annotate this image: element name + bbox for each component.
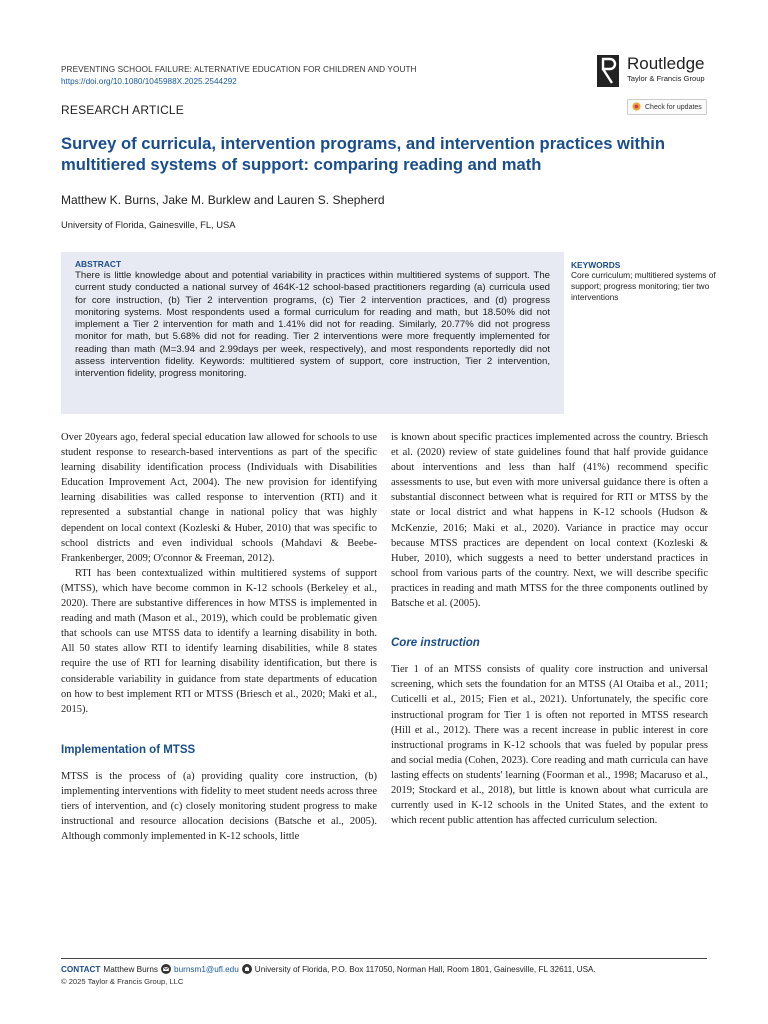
publisher-name: Routledge — [627, 54, 705, 73]
address-icon — [242, 964, 252, 974]
copyright: © 2025 Taylor & Francis Group, LLC — [61, 977, 184, 986]
contact-label: CONTACT — [61, 964, 101, 974]
article-type: RESEARCH ARTICLE — [61, 103, 185, 117]
article-title: Survey of curricula, intervention programs, and intervention practices within multitiered systems of support: comparing reading and math — [61, 134, 665, 174]
paragraph: Over 20years ago, federal special education law allowed for schools to use student response to research-based interventions as part of the specific learning disability identification process (Individuals with Disabilities Education Improvement Act, 2004). The new provision for identifying learning disabilities was called response to intervention (RTI) and it represented a substantial change in national policy that was highly dependent on local context (Kozleski & Huber, 2010) that was specific to school districts and even individual schools (Mahdavi & Beebe-Frankenberger, 2009; O'connor & Freeman, 2012). — [61, 432, 377, 564]
keywords-heading: KEYWORDS — [571, 260, 621, 270]
paragraph: Tier 1 of an MTSS consists of quality core instruction and universal screening, which sets the foundation for an MTSS (Al Otaiba et al., 2011; Cuticelli et al., 2015; Fien et al., 2021). Unfortunately, the specific core instructional program for Tier 1 is often not reported in MTSS research (Hill et al., 2012). There was a recent increase in public interest in core instructional programs in K-12 schools that was fueled by popular press and social media (Cohen, 2023). Core reading and math curricula can have lasting effects on students' learning (Foorman et al., 1998; Macaruso et al., 2019; Stockard et al., 2018), but little is known about what curricula are currently used in K-12 schools in the United States, and the extent to which recent public attention has affected curriculum selection. — [391, 664, 708, 827]
abstract-heading: ABSTRACT — [75, 259, 122, 269]
paragraph: is known about specific practices implemented across the country. Briesch et al. (2020) review of state guidelines found that half provide guidance about interventions and less than half (41%) recommend specific assessments to use, but even with more universal guidance there is often a substantial disconnect between what is required for RTI or MTSS by the state or local district and what happens in K-12 schools (Hudson & McKenzie, 2016; Maki et al., 2020). Variance in practice may occur because MTSS practices are dependent on local context (Kozleski & Huber, 2010), which suggests a need to better understand practices in school from various parts of the country. Next, we will describe specific practices in reading and math MTSS for the three components outlined by Batsche et al. (2005). — [391, 432, 708, 610]
routledge-logo-icon — [597, 55, 619, 91]
abstract-text: There is little knowledge about and potential variability in practices within multitiered systems of support. The current study conducted a national survey of 464K-12 school-based practitioners regarding (a) curricula used for core instruction, (b) Tier 2 intervention programs, (c) Tier 2 intervention practices, and (d) progress monitoring systems. Most respondents used a formal curriculum for reading and math, but 18.50% did not implement a Tier 2 intervention for math and 1.41% did not for reading. Similarly, 20.77% did not progress monitor for math, but 5.68% did not for reading. Tier 2 interventions were more frequently implemented for reading than math (M=3.94 and 2.99days per week, respectively), and most respondents reportedly did not assess intervention fidelity. Keywords: multitiered system of support, core instruction, Tier 2 intervention, intervention fidelity, progress monitoring. — [75, 270, 550, 380]
doi-link[interactable]: https://doi.org/10.1080/1045988X.2025.2544292 — [61, 77, 237, 86]
paragraph: RTI has been contextualized within multitiered systems of support (MTSS), which have become common in K-12 schools (Berkeley et al., 2020). There are substantive differences in how MTSS is implemented in reading and math (Mason et al., 2019), which could be problematic given that schools can use MTSS data to identify a learning disability in both. All 50 states allow RTI to identify learning disabilities, while 8 states require the use of RTI for learning disability identification, but there is considerable variability in guidance from state departments of education on how to best implement RTI or MTSS (Briesch et al., 2020; Maki et al., 2015). — [61, 567, 377, 715]
contact-name: Matthew Burns — [103, 964, 159, 974]
affiliation: University of Florida, Gainesville, FL, USA — [61, 219, 236, 230]
journal-name: PREVENTING SCHOOL FAILURE: ALTERNATIVE EDUCATION FOR CHILDREN AND YOUTH — [61, 65, 417, 74]
contact-address: University of Florida, P.O. Box 117050, Norman Hall, Room 1801, Gainesville, FL 32611, USA. — [254, 964, 596, 974]
paragraph: MTSS is the process of (a) providing quality core instruction, (b) implementing interventions with fidelity to meet student needs across three tiers of intervention, and (c) closely monitoring student progress to make instructional and resource allocation decisions (Batsche et al., 2005). Although commonly implemented in K-12 schools, little — [61, 770, 377, 843]
email-icon — [161, 964, 171, 974]
check-updates-button[interactable] — [627, 99, 707, 115]
section-heading-core-instruction: Core instruction — [391, 637, 480, 650]
keywords-text: Core curriculum; multitiered systems of support; progress monitoring; tier two interventions — [571, 270, 716, 302]
left-column — [61, 430, 377, 844]
contact-line — [61, 964, 596, 974]
authors: Matthew K. Burns, Jake M. Burklew and Lauren S. Shepherd — [61, 193, 385, 207]
check-updates-label: Check for updates — [645, 103, 702, 111]
email-link[interactable]: burnsm1@ufl.edu — [174, 964, 239, 974]
section-heading-implementation: Implementation of MTSS — [61, 743, 196, 756]
publisher-subtitle: Taylor & Francis Group — [627, 74, 705, 83]
right-column — [391, 430, 708, 828]
footer-rule — [61, 958, 707, 959]
crossmark-icon — [632, 102, 641, 113]
